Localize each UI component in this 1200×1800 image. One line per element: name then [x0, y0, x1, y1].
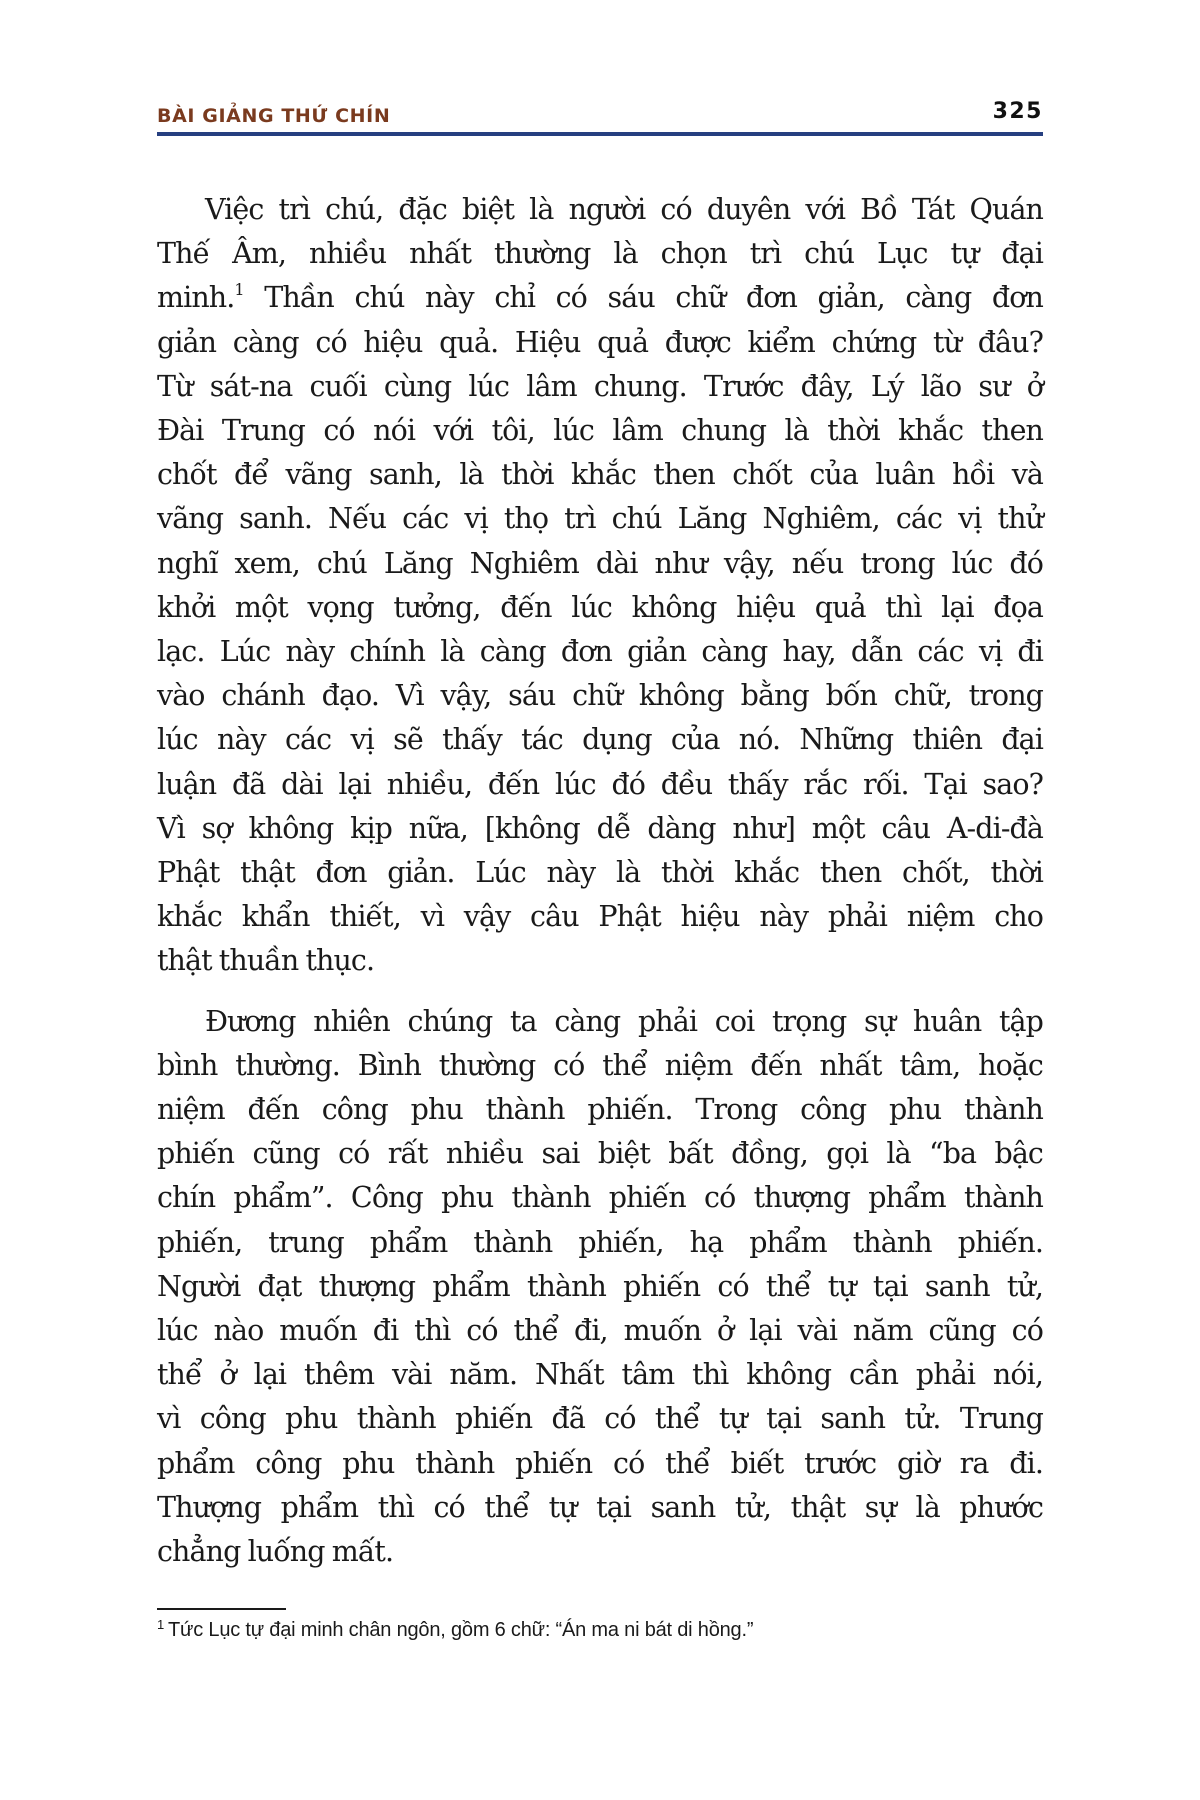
text-line: lạc. Lúc này chính là càng đơn giản càng hay, dẫn các vị đi	[157, 635, 1043, 669]
text-line: Người đạt thượng phẩm thành phiến có thể tự tại sanh tử,	[157, 1269, 1043, 1303]
text-segment: minh.	[157, 281, 235, 315]
text-line: vãng sanh. Nếu các vị thọ trì chú Lăng Nghiêm, các vị thử	[157, 502, 1043, 536]
text-line	[157, 276, 1043, 320]
text-line: phiến, trung phẩm thành phiến, hạ phẩm thành phiến.	[157, 1225, 1043, 1259]
text-line: vì công phu thành phiến đã có thể tự tại sanh tử. Trung	[157, 1402, 1043, 1436]
body-text	[157, 188, 1043, 1574]
text-line: thật thuần thục.	[157, 944, 375, 978]
text-line: luận đã dài lại nhiều, đến lúc đó đều thấy rắc rối. Tại sao?	[157, 767, 1043, 801]
text-line: chẳng luống mất.	[157, 1535, 394, 1569]
text-line: Vì sợ không kịp nữa, [không dễ dàng như] một câu A-di-đà	[157, 811, 1043, 845]
text-line: lúc nào muốn đi thì có thể đi, muốn ở lại vài năm cũng có	[157, 1314, 1043, 1348]
text-line: Việc trì chú, đặc biệt là người có duyên với Bồ Tát Quán	[205, 193, 1043, 226]
header-rule	[157, 132, 1043, 136]
text-line: thể ở lại thêm vài năm. Nhất tâm thì không cần phải nói,	[157, 1358, 1043, 1392]
footnote-reference[interactable]: 1	[234, 280, 244, 300]
text-line: Đương nhiên chúng ta càng phải coi trọng sự huân tập	[205, 1004, 1043, 1038]
text-line: niệm đến công phu thành phiến. Trong công phu thành	[157, 1093, 1043, 1127]
text-line: nghĩ xem, chú Lăng Nghiêm dài như vậy, nếu trong lúc đó	[157, 546, 1043, 580]
text-line: Thế Âm, nhiều nhất thường là chọn trì chú Lục tự đại	[157, 237, 1043, 271]
text-line: bình thường. Bình thường có thể niệm đến nhất tâm, hoặc	[157, 1048, 1043, 1082]
text-line: giản càng có hiệu quả. Hiệu quả được kiểm chứng từ đâu?	[157, 325, 1043, 359]
text-line: vào chánh đạo. Vì vậy, sáu chữ không bằng bốn chữ, trong	[157, 679, 1043, 713]
text-line: khởi một vọng tưởng, đến lúc không hiệu quả thì lại đọa	[157, 590, 1043, 624]
running-header	[157, 99, 1043, 129]
text-line: Từ sát-na cuối cùng lúc lâm chung. Trước đây, Lý lão sư ở	[157, 369, 1043, 403]
text-line: lúc này các vị sẽ thấy tác dụng của nó. Những thiên đại	[157, 723, 1043, 757]
text-line: chín phẩm”. Công phu thành phiến có thượng phẩm thành	[157, 1181, 1043, 1215]
text-line: Phật thật đơn giản. Lúc này là thời khắc then chốt, thời	[157, 856, 1043, 890]
footnote	[157, 1617, 1043, 1643]
footnote-marker: 1	[157, 1617, 165, 1632]
text-line: Thượng phẩm thì có thể tự tại sanh tử, thật sự là phước	[157, 1490, 1043, 1524]
page-number: 325	[992, 99, 1043, 124]
text-line: khắc khẩn thiết, vì vậy câu Phật hiệu này phải niệm cho	[157, 900, 1043, 934]
chapter-title: BÀI GIẢNG THỨ CHÍN	[157, 105, 391, 127]
text-line: phẩm công phu thành phiến có thể biết trước giờ ra đi.	[157, 1446, 1043, 1480]
paragraph-2	[157, 1000, 1043, 1575]
footnote-text: Tức Lục tự đại minh chân ngôn, gồm 6 chữ: “Án ma ni bát di hồng.”	[168, 1619, 754, 1641]
text-line: chốt để vãng sanh, là thời khắc then chốt của luân hồi và	[157, 458, 1043, 492]
paragraph-1	[157, 188, 1043, 984]
text-line: Đài Trung có nói với tôi, lúc lâm chung là thời khắc then	[157, 414, 1043, 448]
text-segment: Thần chú này chỉ có sáu chữ đơn giản, càng đơn	[264, 281, 1043, 315]
footnote-separator	[157, 1608, 286, 1610]
text-line: phiến cũng có rất nhiều sai biệt bất đồng, gọi là “ba bậc	[157, 1137, 1043, 1171]
